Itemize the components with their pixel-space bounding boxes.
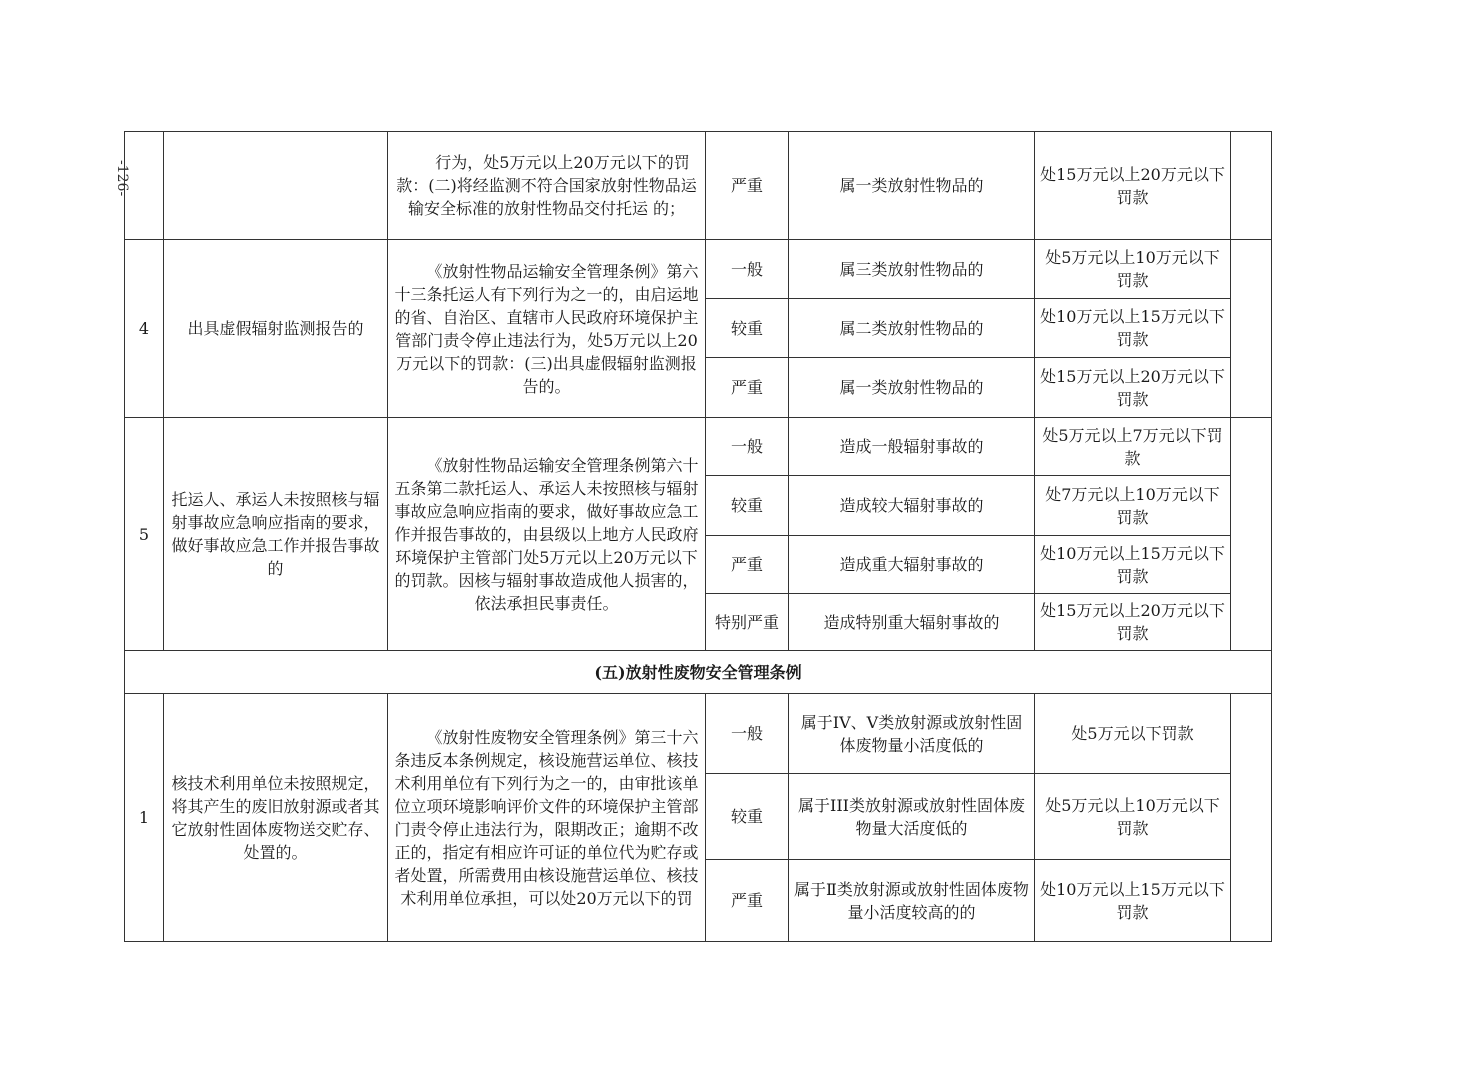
penalty-cell: 处15万元以上20万元以下罚款 — [1035, 594, 1231, 651]
row-number-cell: 4 — [125, 240, 164, 418]
level-cell: 严重 — [706, 536, 789, 594]
circumstance-cell: 属三类放射性物品的 — [789, 240, 1035, 299]
circumstance-cell: 造成较大辐射事故的 — [789, 476, 1035, 536]
level-cell: 较重 — [706, 774, 789, 860]
circumstance-cell: 属于Ⅱ类放射源或放射性固体废物量小活度较高的的 — [789, 860, 1035, 942]
penalty-cell: 处10万元以上15万元以下罚款 — [1035, 860, 1231, 942]
circumstance-cell: 属一类放射性物品的 — [789, 132, 1035, 240]
level-cell: 一般 — [706, 418, 789, 476]
level-cell: 严重 — [706, 132, 789, 240]
level-cell: 较重 — [706, 299, 789, 358]
penalty-cell: 处7万元以上10万元以下罚款 — [1035, 476, 1231, 536]
circumstance-cell: 造成一般辐射事故的 — [789, 418, 1035, 476]
law-cell: 《放射性物品运输安全管理条例第六十五条第二款托运人、承运人未按照核与辐射事故应急响应指南的要求，做好事故应急工作并报告事故的，由县级以上地方人民政府环境保护主管部门处5万元以上20万元以下的罚款。因核与辐射事故造成他人损害的，依法承担民事责任。 — [388, 418, 706, 651]
remark-cell — [1231, 694, 1272, 942]
level-cell: 一般 — [706, 694, 789, 774]
penalty-table — [124, 131, 1272, 942]
circumstance-cell: 属于IV、V类放射源或放射性固体废物量小活度低的 — [789, 694, 1035, 774]
table-row — [125, 240, 1272, 299]
violation-cell — [164, 132, 388, 240]
penalty-cell: 处15万元以上20万元以下罚款 — [1035, 132, 1231, 240]
penalty-cell: 处5万元以下罚款 — [1035, 694, 1231, 774]
remark-cell — [1231, 418, 1272, 651]
law-cell: 行为，处5万元以上20万元以下的罚款：(二)将经监测不符合国家放射性物品运输安全标准的放射性物品交付托运 的； — [388, 132, 706, 240]
violation-cell: 托运人、承运人未按照核与辐射事故应急响应指南的要求，做好事故应急工作并报告事故的 — [164, 418, 388, 651]
remark-cell — [1231, 132, 1272, 240]
penalty-cell: 处15万元以上20万元以下罚款 — [1035, 358, 1231, 418]
level-cell: 较重 — [706, 476, 789, 536]
row-number-cell: 1 — [125, 694, 164, 942]
circumstance-cell: 造成重大辐射事故的 — [789, 536, 1035, 594]
page-number: -126- — [114, 160, 130, 197]
row-number-cell — [125, 132, 164, 240]
violation-cell: 出具虚假辐射监测报告的 — [164, 240, 388, 418]
section-heading-row — [125, 651, 1272, 694]
level-cell: 特别严重 — [706, 594, 789, 651]
violation-cell: 核技术利用单位未按照规定，将其产生的废旧放射源或者其它放射性固体废物送交贮存、处置的。 — [164, 694, 388, 942]
penalty-cell: 处10万元以上15万元以下罚款 — [1035, 536, 1231, 594]
circumstance-cell: 造成特别重大辐射事故的 — [789, 594, 1035, 651]
table-row — [125, 694, 1272, 774]
remark-cell — [1231, 240, 1272, 418]
level-cell: 严重 — [706, 860, 789, 942]
circumstance-cell: 属于III类放射源或放射性固体废物量大活度低的 — [789, 774, 1035, 860]
law-cell: 《放射性物品运输安全管理条例》第六十三条托运人有下列行为之一的，由启运地的省、自治区、直辖市人民政府环境保护主管部门责令停止违法行为，处5万元以上20万元以下的罚款：(三)出具虚假辐射监测报告的。 — [388, 240, 706, 418]
law-cell: 《放射性废物安全管理条例》第三十六条违反本条例规定，核设施营运单位、核技术利用单位有下列行为之一的，由审批该单位立项环境影响评价文件的环境保护主管部门责令停止违法行为，限期改正；逾期不改正的，指定有相应许可证的单位代为贮存或者处置，所需费用由核设施营运单位、核技术利用单位承担，可以处20万元以下的罚 — [388, 694, 706, 942]
circumstance-cell: 属一类放射性物品的 — [789, 358, 1035, 418]
penalty-cell: 处5万元以上10万元以下罚款 — [1035, 774, 1231, 860]
circumstance-cell: 属二类放射性物品的 — [789, 299, 1035, 358]
level-cell: 一般 — [706, 240, 789, 299]
row-number-cell: 5 — [125, 418, 164, 651]
penalty-cell: 处5万元以上10万元以下罚款 — [1035, 240, 1231, 299]
table-row — [125, 132, 1272, 240]
penalty-cell: 处10万元以上15万元以下罚款 — [1035, 299, 1231, 358]
penalty-cell: 处5万元以上7万元以下罚款 — [1035, 418, 1231, 476]
table-row — [125, 418, 1272, 476]
section-heading: (五)放射性废物安全管理条例 — [125, 651, 1272, 694]
level-cell: 严重 — [706, 358, 789, 418]
